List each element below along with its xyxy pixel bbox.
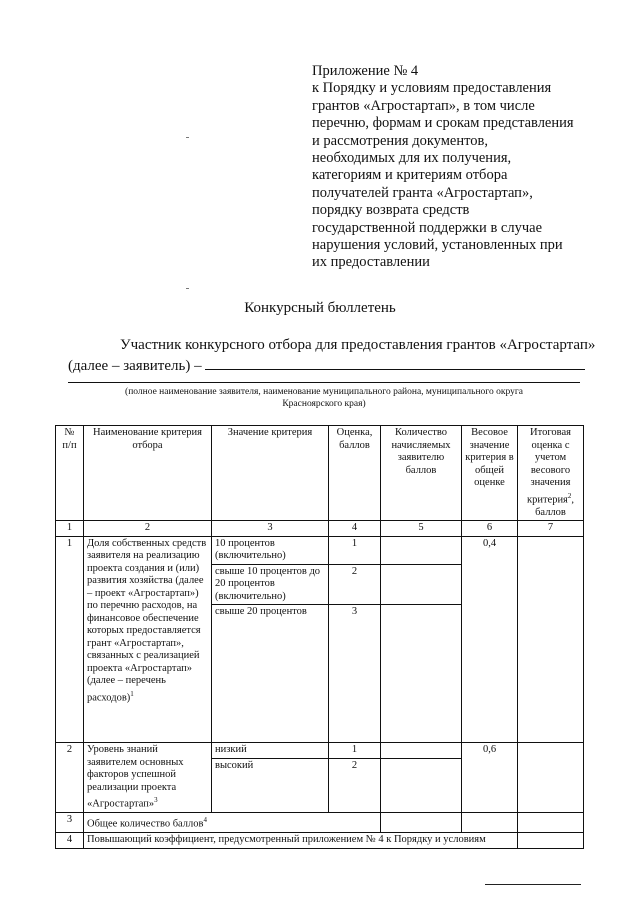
note-line-1: (полное наименование заявителя, наименование муниципального района, муниципального округа	[125, 387, 523, 397]
row2-option-score: 1	[329, 743, 381, 759]
criteria-table	[55, 425, 584, 849]
row1-weight: 0,4	[462, 536, 518, 743]
appendix-line: государственной поддержки в случае	[312, 219, 543, 236]
header-final-sup: 2	[567, 491, 572, 500]
row2-weight: 0,6	[462, 743, 518, 813]
table-header-row	[56, 426, 584, 521]
appendix-line: категориям и критериям отбора	[312, 167, 508, 184]
document-title: Конкурсный бюллетень	[244, 300, 396, 316]
header-name: Наименование критерия отбора	[84, 426, 212, 521]
table-row	[56, 743, 584, 759]
row2-final-cell[interactable]	[518, 743, 584, 813]
row2-option-count-cell[interactable]	[381, 743, 462, 759]
appendix-line: и рассмотрения документов,	[312, 132, 488, 149]
appendix-line: порядку возврата средств	[312, 202, 470, 219]
row3-count-cell[interactable]	[381, 813, 462, 833]
participant-line-2	[68, 355, 588, 376]
scan-speck	[186, 137, 189, 138]
header-final-text: Итоговая оценка с учетом весового значения критерия	[526, 427, 571, 505]
row2-option-score: 2	[329, 758, 381, 812]
row1-option-score: 3	[329, 605, 381, 743]
participant-line-2-text: (далее – заявитель) –	[68, 358, 202, 374]
appendix-line: к Порядку и условиям предоставления	[312, 80, 552, 97]
appendix-line: их предоставлении	[312, 254, 430, 271]
applicant-note	[68, 386, 580, 410]
header-score: Оценка, баллов	[329, 426, 381, 521]
table-row	[56, 833, 584, 849]
appendix-line: получателей гранта «Агростартап»,	[312, 184, 533, 201]
appendix-line: Приложение № 4	[312, 63, 419, 79]
note-line-2: Красноярского края)	[282, 399, 366, 409]
row1-final-cell[interactable]	[518, 536, 584, 743]
header-value: Значение критерия	[212, 426, 329, 521]
appendix-line: нарушения условий, установленных при	[312, 237, 563, 254]
row1-option-count-cell[interactable]	[381, 564, 462, 605]
appendix-line: необходимых для их получения,	[312, 150, 512, 167]
row2-criterion-name	[84, 743, 212, 813]
row2-name-text: Уровень знаний заявителем основных факторов успешной реализации проекта «Агростартап»	[87, 744, 184, 810]
row1-option-count-cell[interactable]	[381, 536, 462, 564]
row3-text-cell	[84, 813, 381, 833]
row4-text: Повышающий коэффициент, предусмотренный приложением № 4 к Порядку и условиям	[84, 833, 518, 849]
participant-line-1: Участник конкурсного отбора для предоставления грантов «Агростартап»	[120, 337, 596, 353]
col-number: 1	[56, 521, 84, 537]
header-count: Количество начисляемых заявителю баллов	[381, 426, 462, 521]
row4-final-cell[interactable]	[518, 833, 584, 849]
row2-option-value: низкий	[212, 743, 329, 759]
row1-footnote: 1	[130, 689, 134, 698]
header-weight: Весовое значение критерия в общей оценке	[462, 426, 518, 521]
row1-option-value: свыше 10 процентов до 20 процентов (включительно)	[212, 564, 329, 605]
row3-weight-cell	[462, 813, 518, 833]
appendix-line: перечню, формам и срокам представления	[312, 115, 574, 132]
header-final-tail: , баллов	[535, 494, 575, 518]
participant-block	[68, 336, 596, 376]
appendix-line: грантов «Агростартап», в том числе	[312, 97, 535, 114]
row1-name-text: Доля собственных средств заявителя на реализацию проекта создания и (или) развития хозяйства (далее – проект «Агростартап») по перечню расходов, на финансовое обеспечение которых предоставляется грант «Агростартап», связанных с реализацией проекта «Агростартап» (далее – перечень расходов)	[87, 537, 207, 703]
header-final	[518, 426, 584, 521]
row3-final-cell[interactable]	[518, 813, 584, 833]
row3-text: Общее количество баллов	[87, 818, 204, 830]
header-num: № п/п	[56, 426, 84, 521]
row1-option-score: 1	[329, 536, 381, 564]
col-number: 3	[212, 521, 329, 537]
col-number: 2	[84, 521, 212, 537]
row1-option-value: свыше 20 процентов	[212, 605, 329, 743]
row4-num: 4	[56, 833, 84, 849]
row2-footnote: 3	[154, 796, 158, 804]
column-number-row	[56, 521, 584, 537]
signature-line	[485, 884, 581, 885]
row2-num: 2	[56, 743, 84, 813]
appendix-header	[312, 63, 612, 272]
row3-num: 3	[56, 813, 84, 833]
row3-footnote: 4	[203, 816, 207, 824]
table-row	[56, 813, 584, 833]
row2-option-count-cell[interactable]	[381, 758, 462, 812]
row2-option-value: высокий	[212, 758, 329, 812]
row1-option-score: 2	[329, 564, 381, 605]
table-row	[56, 536, 584, 564]
col-number: 4	[329, 521, 381, 537]
applicant-name-fill-line[interactable]	[205, 355, 585, 370]
applicant-name-line-2[interactable]	[68, 382, 580, 383]
col-number: 7	[518, 521, 584, 537]
row1-option-value: 10 процентов (включительно)	[212, 536, 329, 564]
col-number: 5	[381, 521, 462, 537]
row1-num: 1	[56, 536, 84, 743]
col-number: 6	[462, 521, 518, 537]
row1-option-count-cell[interactable]	[381, 605, 462, 743]
scan-speck	[186, 288, 189, 289]
row1-criterion-name	[84, 536, 212, 743]
